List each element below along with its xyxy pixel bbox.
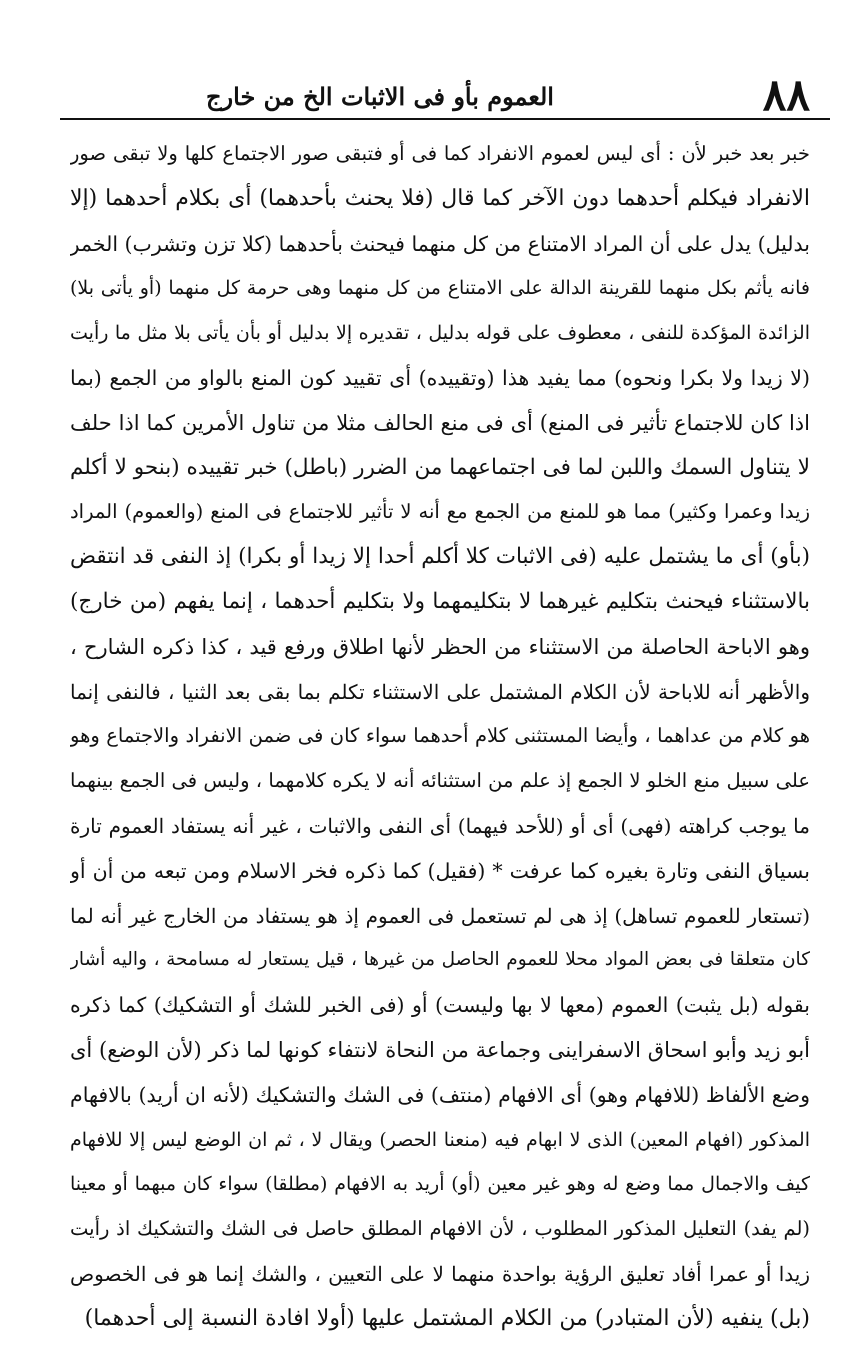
- text-line: على سبيل منع الخلو لا الجمع إذ علم من استثنائه أنه لا يكره كلامهما ، وليس فى الجمع بينهما: [70, 769, 810, 793]
- text-line: اذا كان للاجتماع تأثير فى المنع) أى فى منع الحالف مثلا من تناول الأمرين كما اذا حلف: [70, 410, 810, 435]
- text-line: بالاستثناء فيحنث بتكليم غيرهما لا بتكليمهما ولا بتكليم أحدهما ، إنما يفهم (من خارج): [70, 588, 810, 614]
- text-line: (بأو) أى ما يشتمل عليه (فى الاثبات كلا أكلم أحدا إلا زيدا أو بكرا) إذ النفى قد انتقض: [70, 544, 810, 570]
- text-line: (تستعار للعموم تساهل) إذ هى لم تستعمل فى العموم إذ هو يستفاد من الخارج غير أنه لما: [70, 903, 810, 928]
- text-line: (لا زيدا ولا بكرا ونحوه) مما يفيد هذا (وتقييده) أى تقييد كون المنع بالواو من الجمع (بما: [70, 365, 810, 390]
- text-line: فانه يأثم بكل منهما للقرينة الدالة على الامتناع من كل منهما وهى حرمة كل منهما (أو يأتى بلا): [70, 277, 810, 300]
- text-line: المذكور (افهام المعين) الذى لا ابهام فيه (منعنا الحصر) ويقال لا ، ثم ان الوضع ليس إلا للافهام: [70, 1128, 810, 1151]
- text-line: (بل) ينفيه (لأن المتبادر) من الكلام المشتمل عليها (أولا افادة النسبة إلى أحدهما): [84, 1305, 810, 1331]
- text-line: كيف والاجمال مما وضع له وهو غير معين (أو) أريد به الافهام (مطلقا) سواء كان مبهما أو معينا: [70, 1173, 810, 1196]
- text-line: بقوله (بل يثبت) العموم (معها لا بها وليست) أو (فى الخبر للشك أو التشكيك) كما ذكره: [70, 993, 810, 1018]
- text-line: بدليل) يدل على أن المراد الامتناع من كل منهما فيحنث بأحدهما (كلا تزن وتشرب) الخمر: [70, 231, 810, 256]
- header-divider: [60, 118, 830, 120]
- body-text: [70, 132, 810, 1342]
- text-line: بسياق النفى وتارة بغيره كما عرفت * (فقيل) كما ذكره فخر الاسلام ومن تبعه من أن أو: [70, 858, 810, 883]
- page-number: ٨٨: [762, 70, 810, 121]
- text-line: والأظهر أنه للاباحة لأن الكلام المشتمل على الاستثناء تكلم بما بقى بعد الثنيا ، فالنفى إنما: [70, 679, 810, 704]
- text-line: الانفراد فيكلم أحدهما دون الآخر كما قال (فلا يحنث بأحدهما) أى بكلام أحدهما (إلا: [70, 185, 810, 211]
- text-line: زيدا وعمرا وكثير) مما هو للمنع من الجمع مع أنه لا تأثير للاجتماع فى المنع (والعموم) المراد: [70, 500, 810, 524]
- text-line: (لم يفد) التعليل المذكور المطلوب ، لأن الافهام المطلق حاصل فى الشك والتشكيك اذ رأيت: [70, 1217, 810, 1241]
- running-title: العموم بأو فى الاثبات الخ من خارج: [206, 82, 554, 111]
- page-header: [60, 70, 820, 122]
- text-line: خبر بعد خبر لأن : أى ليس لعموم الانفراد كما فى أو فتبقى صور الاجتماع كلها ولا تبقى صور: [70, 142, 810, 165]
- text-line: الزائدة المؤكدة للنفى ، معطوف على قوله بدليل ، تقديره إلا بدليل أو بأن يأتى بلا مثل ما رأيت: [70, 322, 810, 345]
- text-line: زيدا أو عمرا أفاد تعليق الرؤية بواحدة منهما لا على التعيين ، والشك إنما هو فى الخصوص: [70, 1261, 810, 1286]
- text-line: وضع الألفاظ (للافهام وهو) أى الافهام (منتف) فى الشك والتشكيك (لأنه ان أريد) بالافهام: [70, 1082, 810, 1107]
- text-line: لا يتناول السمك واللبن لما فى اجتماعهما من الضرر (باطل) خبر تقييده (بنحو لا أكلم: [70, 454, 810, 480]
- text-line: كان متعلقا فى بعض المواد محلا للعموم الحاصل من غيرها ، قيل يستعار له مسامحة ، واليه أشار: [70, 949, 810, 971]
- text-line: هو كلام من عداهما ، وأيضا المستثنى كلام أحدهما سواء كان فى ضمن الانفراد والاجتماع وهو: [70, 724, 810, 748]
- text-line: أبو زيد وأبو اسحاق الاسفراينى وجماعة من النحاة لانتفاء كونها لما ذكر (لأن الوضع) أى: [70, 1037, 810, 1062]
- text-line: وهو الاباحة الحاصلة من الاستثناء من الحظر لأنها اطلاق ورفع قيد ، كذا ذكره الشارح ،: [70, 634, 810, 659]
- text-line: ما يوجب كراهته (فهى) أى أو (للأحد فيهما) أى النفى والاثبات ، غير أنه يستفاد العموم تارة: [70, 813, 810, 838]
